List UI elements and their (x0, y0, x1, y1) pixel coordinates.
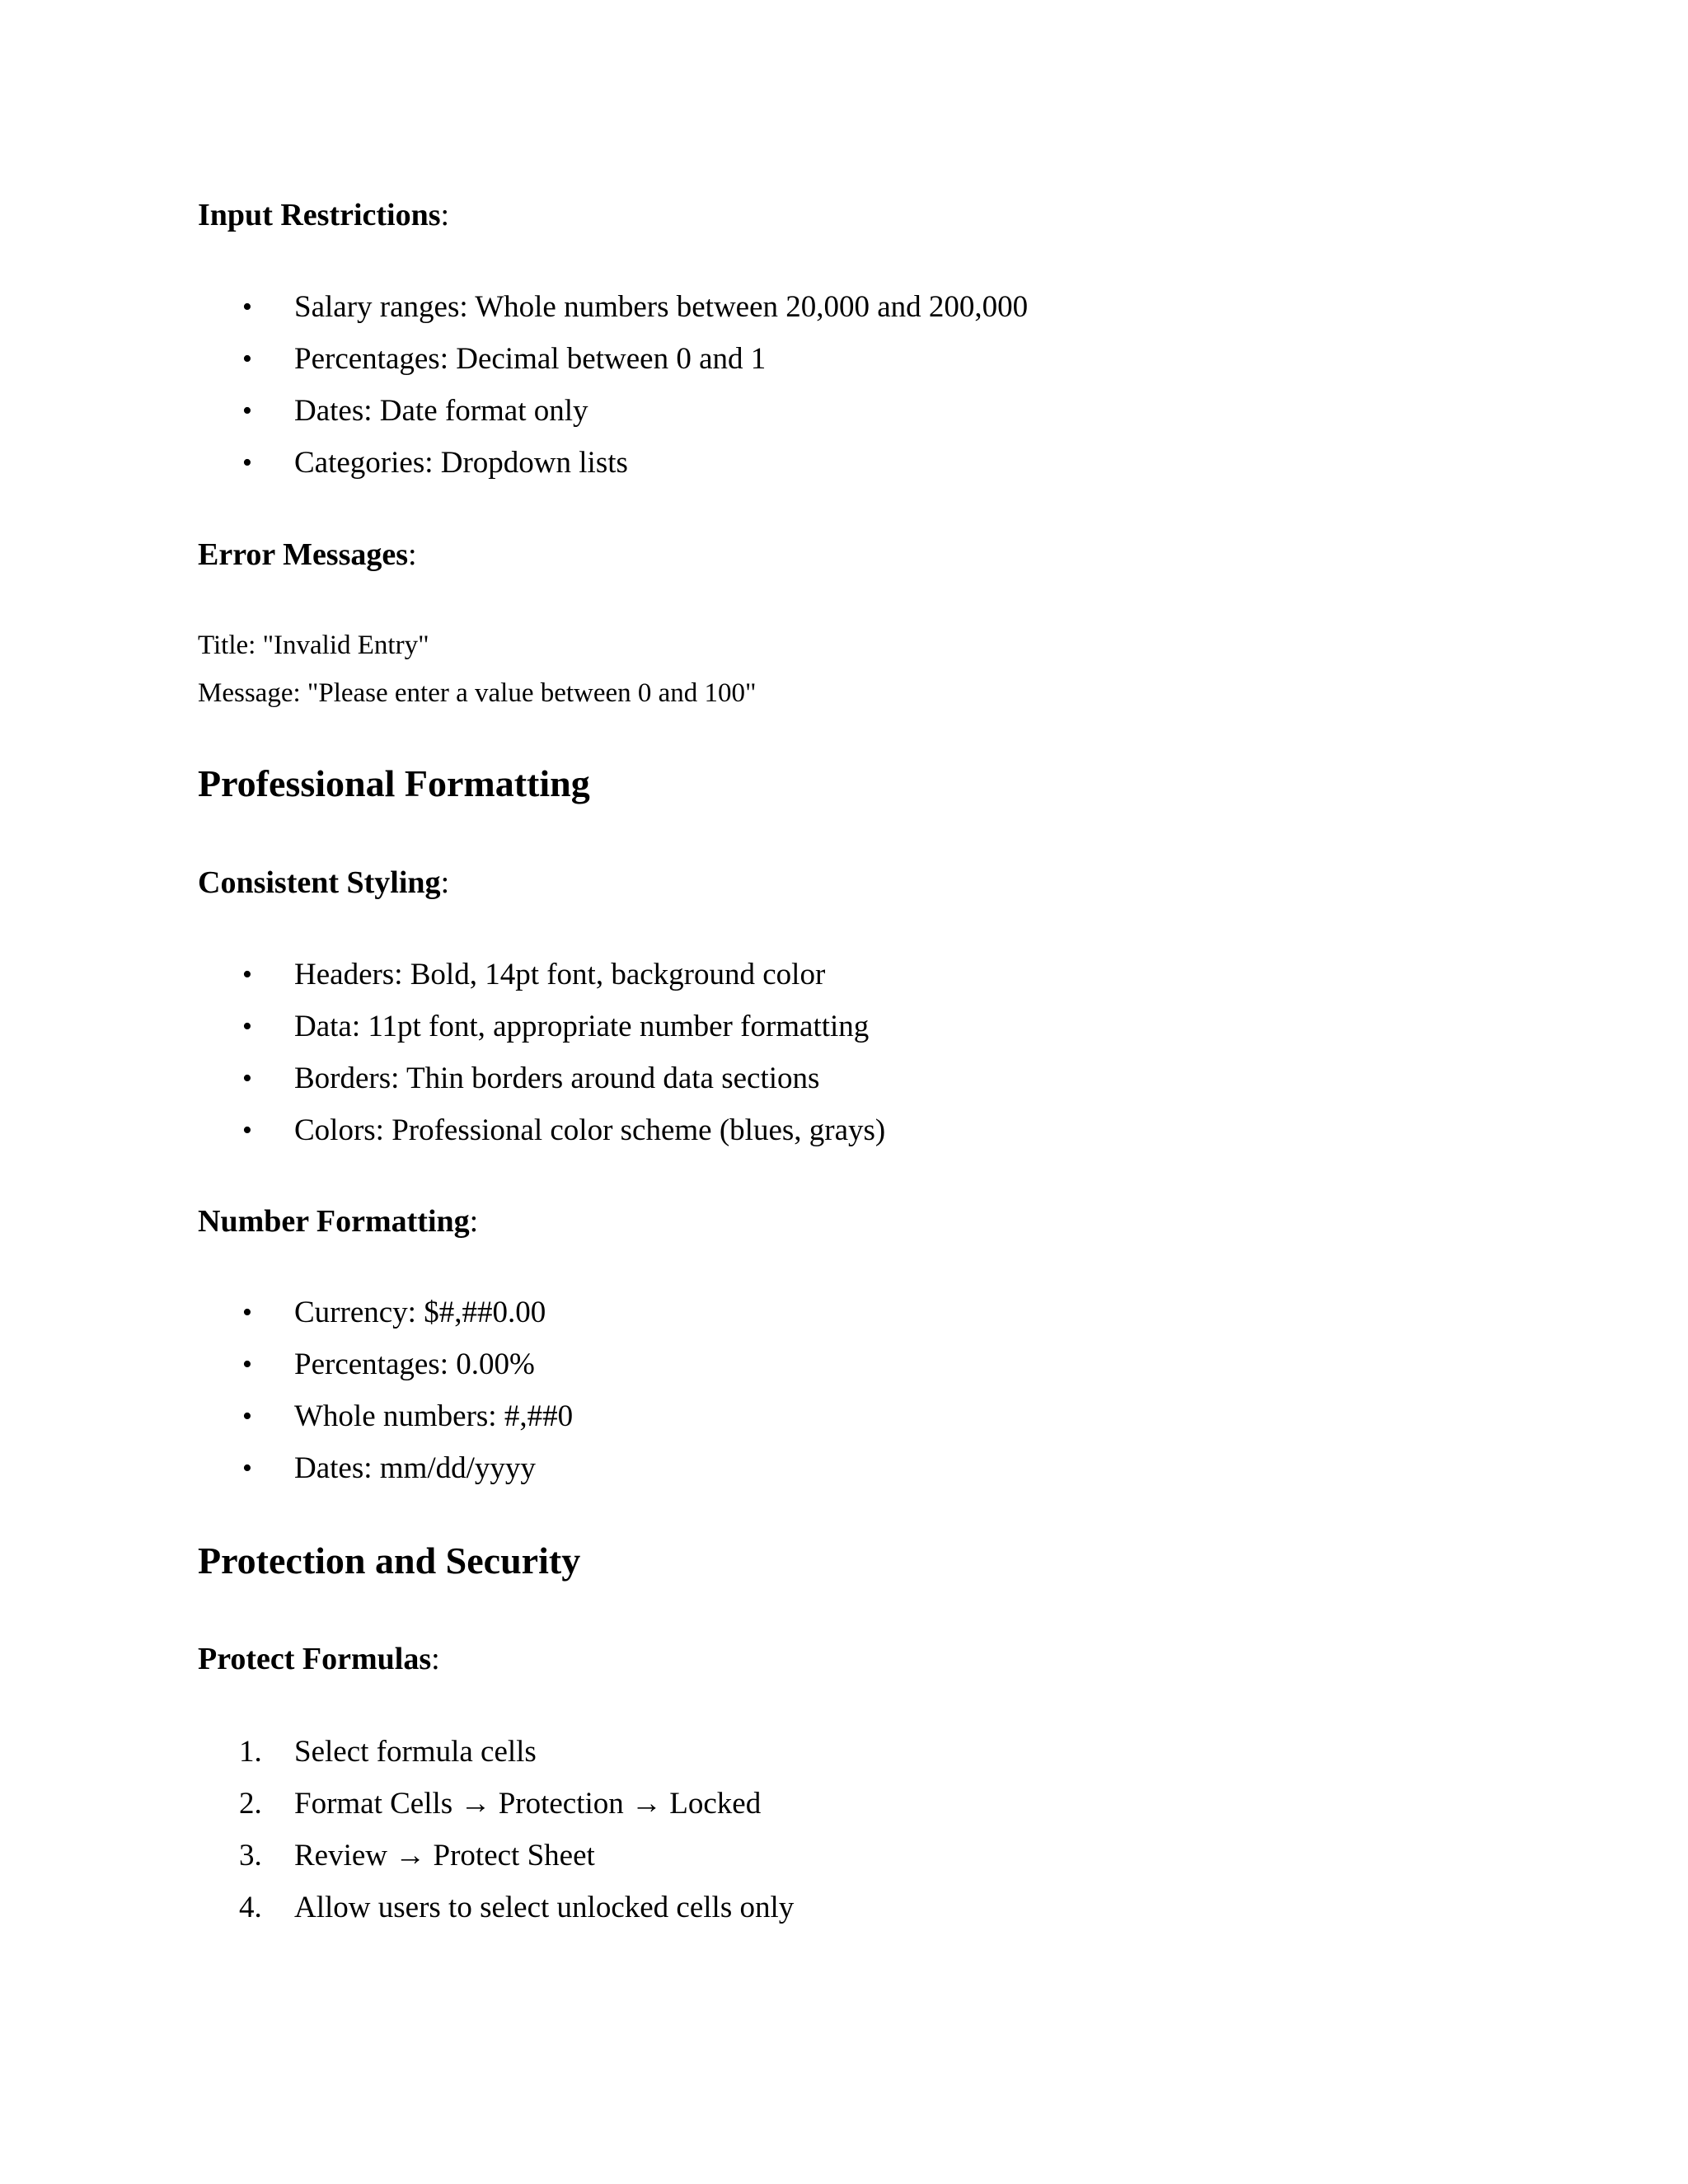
list-number: 3. (239, 1839, 262, 1872)
list-item-text: Headers: Bold, 14pt font, background color (294, 958, 826, 991)
input-restrictions-heading (198, 196, 449, 234)
number-formatting-heading (198, 1202, 478, 1240)
bullet-icon: • (242, 1115, 252, 1146)
bullet-icon: • (242, 396, 252, 426)
list-item-text: Review → Protect Sheet (294, 1839, 595, 1872)
list-item-text: Percentages: Decimal between 0 and 1 (294, 342, 767, 376)
bullet-icon: • (242, 344, 252, 374)
bullet-icon: • (242, 1297, 252, 1328)
number-formatting-heading-text: Number Formatting (198, 1204, 470, 1239)
heading-colon: : (469, 1204, 479, 1239)
bullet-icon: • (242, 959, 252, 990)
list-item-text: Select formula cells (294, 1735, 537, 1769)
list-item-text: Dates: mm/dd/yyyy (294, 1451, 536, 1485)
list-item-text: Currency: $#,##0.00 (294, 1296, 546, 1329)
heading-colon: : (408, 537, 417, 572)
bullet-icon: • (242, 1011, 252, 1042)
list-item-text: Data: 11pt font, appropriate number formatting (294, 1010, 870, 1043)
list-item-text: Format Cells → Protection → Locked (294, 1787, 762, 1821)
list-item-text: Salary ranges: Whole numbers between 20,000 and 200,000 (294, 290, 1029, 324)
list-number: 4. (239, 1891, 262, 1924)
list-item-text: Whole numbers: #,##0 (294, 1399, 574, 1433)
protection-security-heading: Protection and Security (198, 1540, 581, 1582)
list-number: 2. (239, 1787, 262, 1821)
list-item-text: Percentages: 0.00% (294, 1347, 535, 1381)
error-messages-heading (198, 536, 417, 574)
input-restrictions-heading-text: Input Restrictions (198, 198, 441, 232)
professional-formatting-heading: Professional Formatting (198, 762, 590, 804)
error-message-line: Message: "Please enter a value between 0 and 100" (198, 678, 757, 708)
error-title-line: Title: "Invalid Entry" (198, 630, 429, 660)
bullet-icon: • (242, 1063, 252, 1094)
protect-formulas-heading-text: Protect Formulas (198, 1642, 432, 1676)
bullet-icon: • (242, 448, 252, 478)
bullet-icon: • (242, 292, 252, 322)
heading-colon: : (431, 1642, 440, 1676)
error-messages-heading-text: Error Messages (198, 537, 409, 572)
list-item-text: Categories: Dropdown lists (294, 446, 628, 480)
list-number: 1. (239, 1735, 262, 1769)
consistent-styling-heading (198, 864, 449, 902)
bullet-icon: • (242, 1349, 252, 1380)
heading-colon: : (440, 198, 450, 232)
list-item-text: Dates: Date format only (294, 394, 588, 428)
list-item-text: Colors: Professional color scheme (blues, grays) (294, 1113, 886, 1147)
heading-colon: : (440, 865, 450, 900)
list-item-text: Borders: Thin borders around data sections (294, 1062, 820, 1095)
list-item-text: Allow users to select unlocked cells only (294, 1891, 795, 1924)
consistent-styling-heading-text: Consistent Styling (198, 865, 441, 900)
bullet-icon: • (242, 1453, 252, 1483)
protect-formulas-heading (198, 1640, 440, 1678)
bullet-icon: • (242, 1401, 252, 1432)
